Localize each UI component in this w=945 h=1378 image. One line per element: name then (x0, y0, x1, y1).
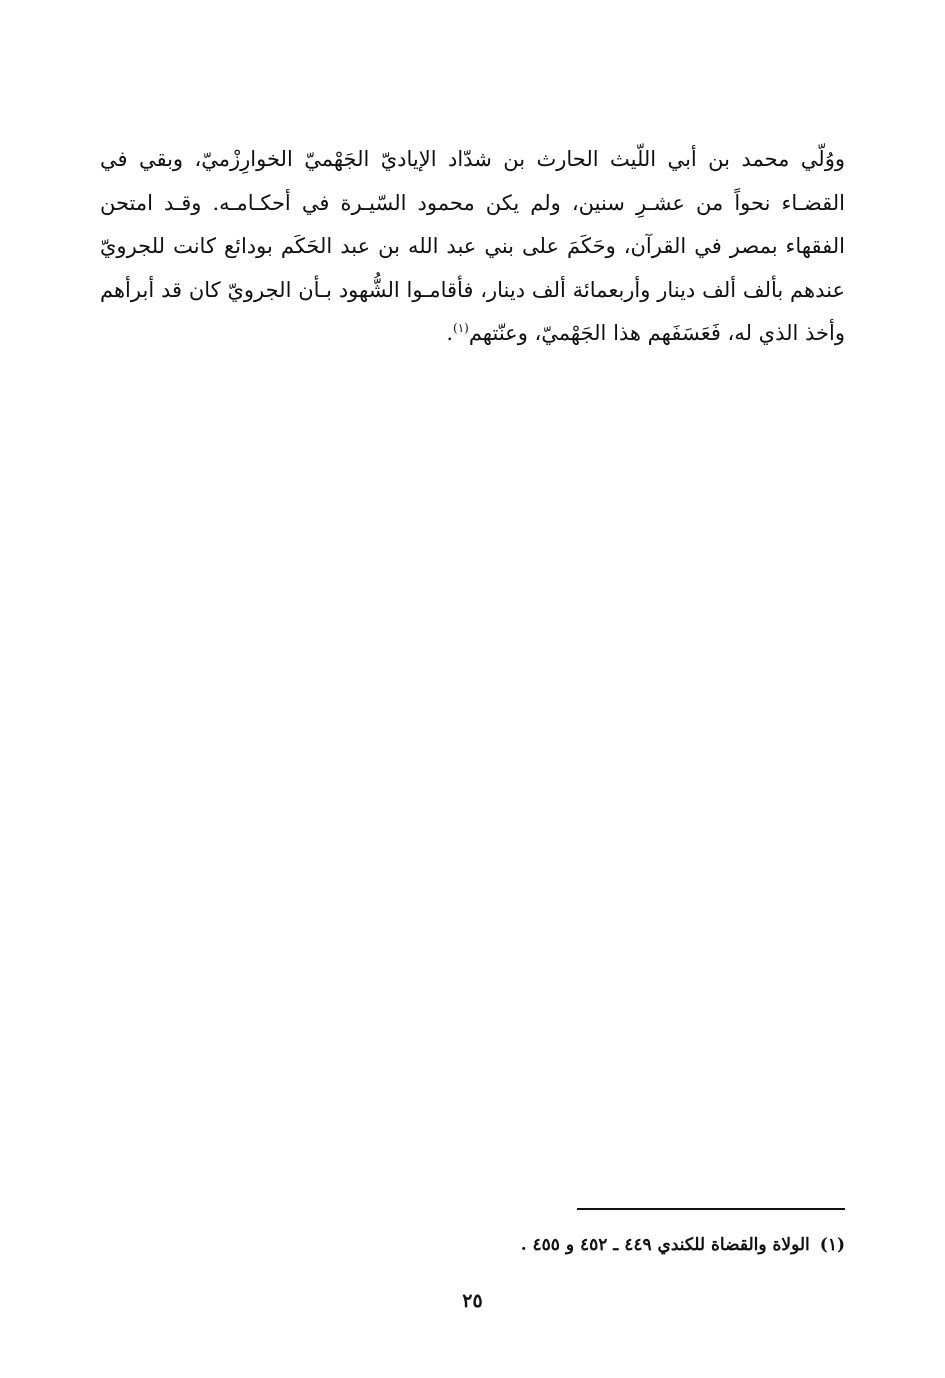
footnote-reference: (١) (453, 321, 469, 335)
paragraph-end-punctuation: . (446, 321, 453, 345)
page-number: ٢٥ (462, 1290, 483, 1312)
footnote-separator (577, 1208, 845, 1210)
main-paragraph (100, 138, 845, 356)
footnote (100, 1230, 845, 1260)
footnote-number: (١) (819, 1235, 845, 1255)
main-paragraph-text: ووُلّي محمد بن أبي اللّيث الحارث بن شدّاد الإياديّ الجَهْميّ الخوارِزْميّ، وبقي في القضـاء نحواً من عشـرِ سنين، ولم يكن محمود السّيـرة في أحكـامـه. وقـد امتحن الفقهاء بمصر في القرآن، وحَكَمَ على بني عبد الله بن عبد الحَكَم بودائع كانت للجرويّ عندهم بألف ألف دينار وأربعمائة ألف دينار، فأقامـوا الشُّهود بـأن الجرويّ كان قد أبرأهم وأخذ الذي له، فَعَسَفَهم هذا الجَهْميّ، وعنّتهم (100, 147, 845, 345)
footnote-text: الولاة والقضاة للكندي ٤٤٩ ـ ٤٥٢ و ٤٥٥ . (520, 1235, 810, 1255)
